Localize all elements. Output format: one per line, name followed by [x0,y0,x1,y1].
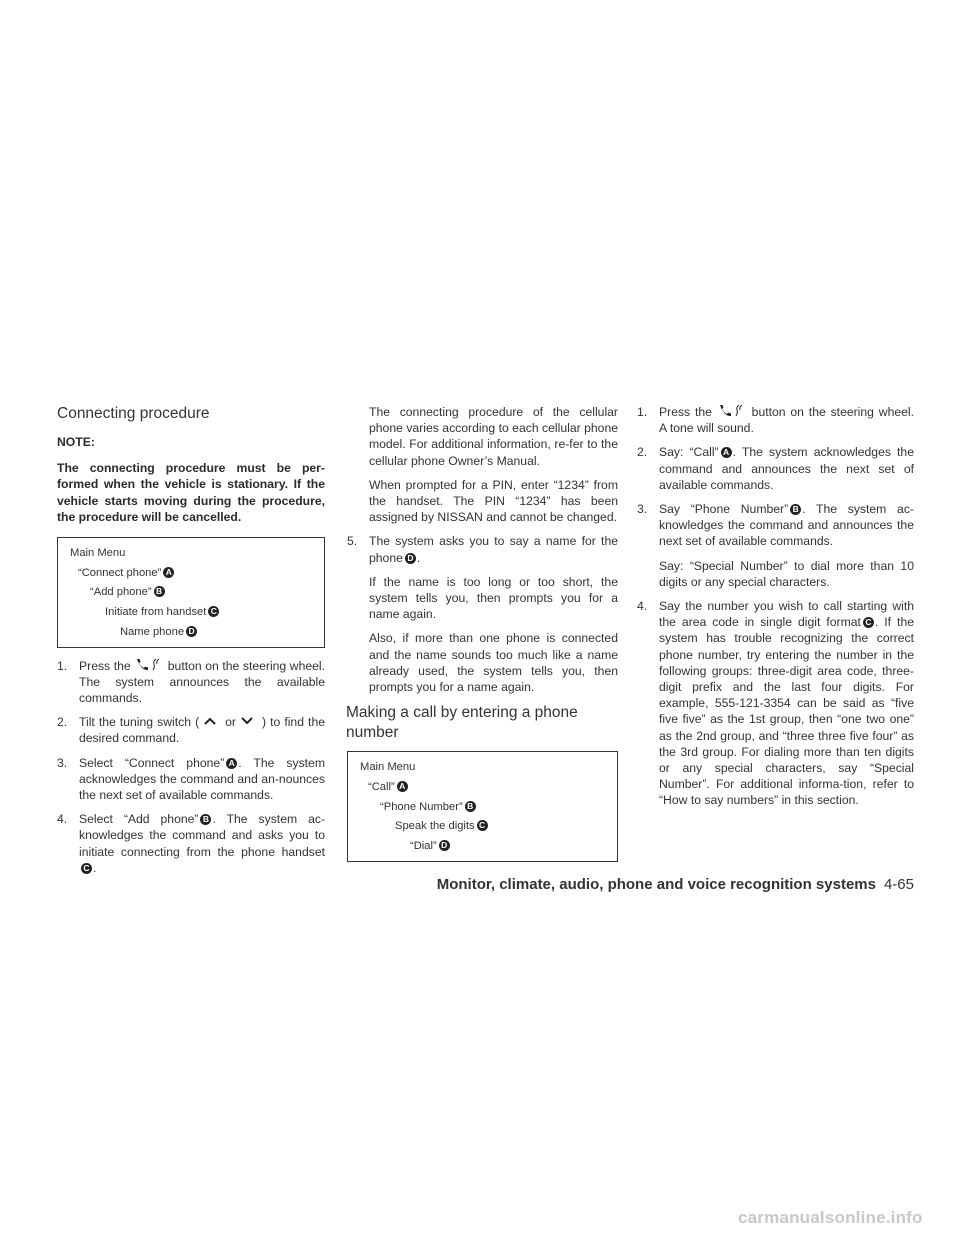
column-2 [347,404,618,872]
step-5 [347,533,618,565]
tree-label: Main Menu [360,761,416,774]
note-heading: NOTE: [57,435,95,449]
marker-a-icon: A [397,781,408,792]
step-text: button on the steering wheel. A tone will sound. [659,405,915,436]
step-number: 1. [57,658,68,673]
tree-initiate-from-handset [70,603,316,623]
command-tree-box-connect [57,537,325,648]
marker-b-icon: B [154,586,165,597]
step-number: 4. [57,812,68,827]
tree-label: Name phone [120,625,185,638]
marker-c-icon: C [81,863,92,874]
continued-paragraph-1: The connecting procedure of the cellular phone varies according to each cellular phone model. For additional information, re-fer to the cellular phone Owner’s Manual. [369,405,618,468]
call-step-1 [637,404,914,436]
step-3 [57,755,325,804]
step-2 [57,714,325,746]
tree-main-menu [70,544,316,564]
tree-label: “Dial” [410,840,437,853]
tree-speak-digits [360,817,609,837]
call-step-4 [637,598,914,809]
tree-call [360,778,609,798]
step-number: 1. [637,405,648,419]
step-text: Press the [659,405,712,419]
tree-label: “Add phone” [90,586,152,599]
column-3 [637,404,914,817]
tree-label: “Connect phone” [78,566,162,579]
step-text: Press the [79,658,131,673]
marker-d-icon: D [439,840,450,851]
tree-label: Initiate from handset [105,606,207,619]
note-text: The connecting procedure must be per-formed when the vehicle is stationary. If the vehicle starts moving during the procedure, the procedure will be cancelled. [57,461,325,524]
marker-b-icon: B [790,504,801,515]
marker-a-icon: A [721,447,732,458]
marker-b-icon: B [465,801,476,812]
chevron-down-icon [240,716,254,726]
step-text: Select “Connect phone” [79,755,225,770]
step-text: . [416,550,421,565]
footer-section-title: Monitor, climate, audio, phone and voice recognition systems [436,876,876,893]
step-text: . The system acknowledges the command and an-nounces the next set of available commands. [79,755,325,802]
step-text: or [225,715,236,730]
step-text: Tilt the tuning switch ( [79,715,200,730]
step-1 [57,658,325,707]
step-number: 2. [637,445,648,460]
step-text: . The system ac-knowledges the command and asks you to initiate connecting from the phone handset [79,812,325,859]
step-text: ) to find the desired command. [79,715,325,746]
tree-add-phone [70,583,316,603]
marker-d-icon: D [405,553,416,564]
tree-label: “Phone Number” [380,800,463,813]
call-step-3 [637,501,914,550]
step-number: 3. [637,502,648,517]
step-text: Say “Phone Number” [659,502,789,517]
step-text: . [93,860,97,875]
tree-dial [360,837,609,857]
step-5-paragraph-1: If the name is too long or too short, the system tells you, then prompts you for a name again. [369,574,618,622]
step-number: 3. [57,755,68,770]
step-text: Say: “Call” [659,445,719,460]
step-text: . The system ac-knowledges the command and announces the next set of available commands. [659,502,914,549]
marker-a-icon: A [163,567,174,578]
page-footer [437,876,914,893]
chevron-up-icon [203,716,217,726]
step-text: Select “Add phone” [79,812,199,827]
call-step-3-paragraph: Say: “Special Number” to dial more than 10 digits or any special characters. [659,558,914,589]
continued-paragraph-2: When prompted for a PIN, enter “1234” from the handset. The PIN “1234” has been assigned by NISSAN and cannot be changed. [369,477,618,525]
step-text: Say the number you wish to call starting with the area code in single digit format [659,599,914,630]
tree-connect-phone [70,564,316,584]
watermark: carmanualsonline.info [738,1208,923,1227]
step-number: 2. [57,715,68,730]
step-4 [57,811,325,876]
step-number: 4. [637,599,648,614]
marker-c-icon: C [208,606,219,617]
phone-voice-icon [717,404,747,418]
command-tree-box-call [347,751,618,862]
marker-b-icon: B [200,814,211,825]
section-heading-making-call: Making a call by entering a phone number [346,704,578,742]
tree-label: “Call” [368,780,395,793]
step-text: The system asks you to say a name for the phone [369,534,618,565]
step-text: . The system acknowledges the command and announces the next set of available commands. [659,445,914,492]
marker-a-icon: A [226,758,237,769]
tree-label: Main Menu [70,547,126,560]
tree-phone-number [360,798,609,818]
call-step-2 [637,444,914,493]
tree-main-menu [360,758,609,778]
page-number: 4-65 [883,876,914,893]
tree-name-phone [70,623,316,643]
section-heading-connecting: Connecting procedure [57,405,210,422]
marker-d-icon: D [186,626,197,637]
step-text: . If the system has trouble recognizing the correct phone number, try entering the number in the following groups: three-digit area code, three-digit prefix and the last four digits. For example, 555-121-3354 can be said as “five five five” as the 1st group, then “one two one” as the 2nd group, and “three three five four” as the 3rd group. For dialing more than ten digits or any special characters, say “Special Number”. For additional informa-tion, refer to “How to say numbers” in this section. [659,615,914,808]
column-1 [57,404,325,884]
step-5-paragraph-2: Also, if more than one phone is connected and the name sounds too much like a name already used, the system tells you, then prompts you for a name again. [369,631,618,695]
step-number: 5. [347,534,358,549]
step-text: button on the steering wheel. The system announces the available commands. [79,658,325,705]
phone-voice-icon [134,658,164,672]
tree-label: Speak the digits [395,820,475,833]
marker-c-icon: C [863,617,874,628]
marker-c-icon: C [477,820,488,831]
